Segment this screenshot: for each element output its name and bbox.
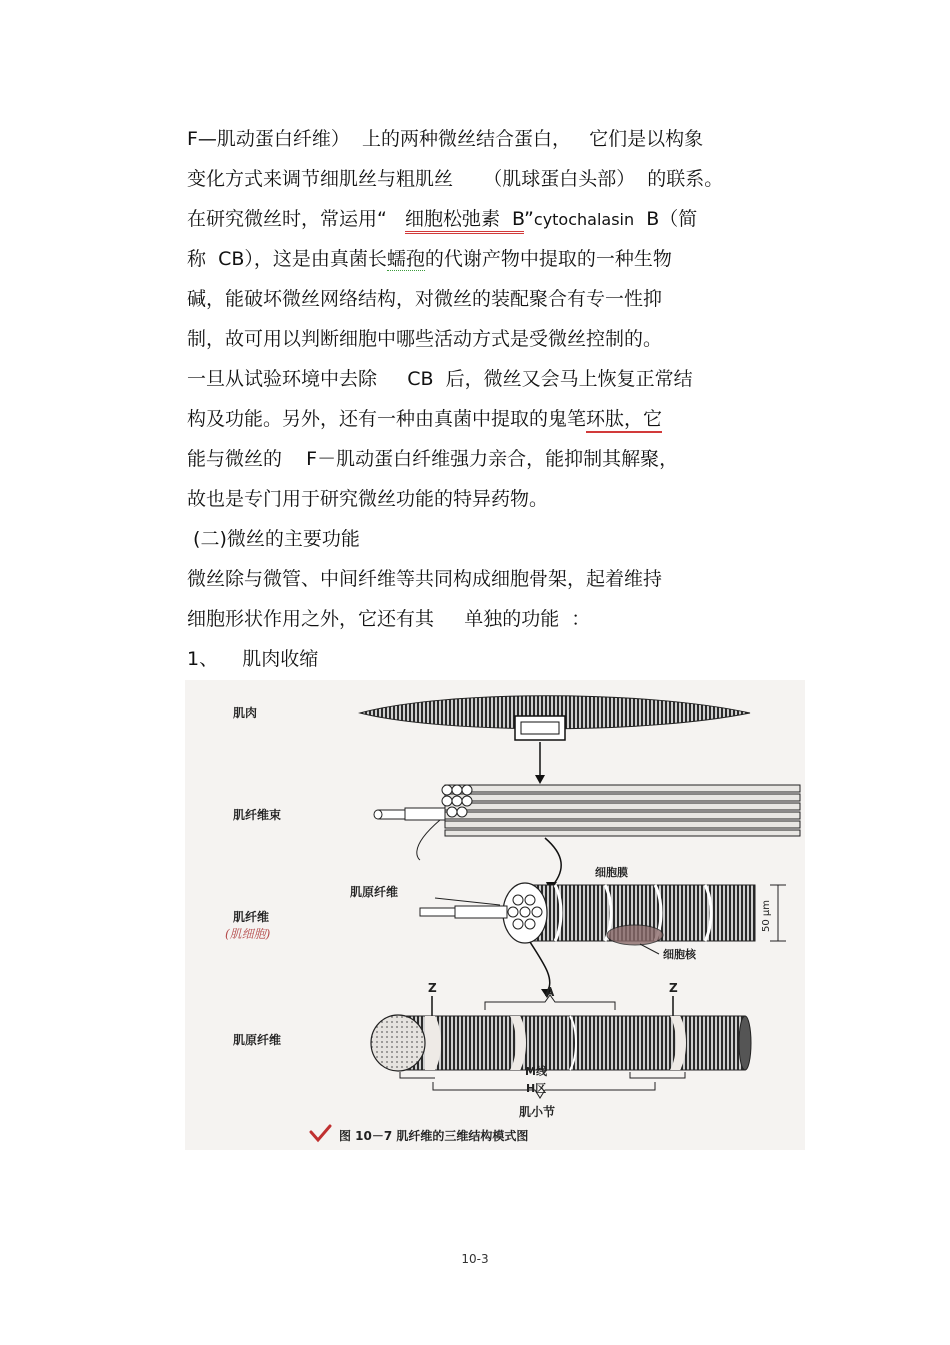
list-item-heading: 1、 肌肉收缩 xyxy=(187,648,319,670)
label-a: A xyxy=(545,985,555,999)
label-fiber: 肌纤维 xyxy=(233,910,270,924)
text-line: 细胞形状作用之外，它还有其 单独的功能 ： xyxy=(187,608,591,630)
scale-bar xyxy=(761,885,786,941)
label-fiber-bundle: 肌纤维束 xyxy=(233,808,282,822)
checkmark-icon xyxy=(311,1126,330,1140)
text-line: 故也是专门用于研究微丝功能的特异药物。 xyxy=(187,488,549,510)
label-nucleus: 细胞核 xyxy=(663,948,696,961)
muscle-section-box xyxy=(515,716,565,740)
myofibril-cylinder xyxy=(371,1015,751,1071)
text-segment: 称 CB），这是由真菌长 xyxy=(187,248,387,270)
text-line xyxy=(187,206,697,233)
label-fiber-note: (肌细胞) xyxy=(225,927,271,941)
figure-caption: 图 10－7 肌纤维的三维结构模式图 xyxy=(339,1129,529,1143)
label-scale: 50 μm xyxy=(761,899,772,933)
arrow-line xyxy=(545,838,561,885)
sarcomere-bracket-left xyxy=(400,1072,435,1078)
label-z-right: Z xyxy=(669,981,678,995)
underlined-term: 环肽，它 xyxy=(586,408,662,433)
text-segment: cytochalasin xyxy=(533,210,635,229)
label-myofibril-top: 肌原纤维 xyxy=(350,885,399,899)
text-line: 碱，能破坏微丝网络结构，对微丝的装配聚合有专一性抑 xyxy=(187,288,663,310)
muscle-fiber-figure xyxy=(185,680,805,1150)
text-segment: 的代谢产物中提取的一种生物 xyxy=(424,248,672,270)
text-segment: B（简 xyxy=(634,208,698,230)
text-line xyxy=(187,246,672,272)
arrow-head xyxy=(535,775,545,784)
text-segment: ” xyxy=(524,208,534,230)
text-line xyxy=(187,406,662,432)
label-muscle: 肌肉 xyxy=(233,706,258,720)
text-line: 制，故可用以判断细胞中哪些活动方式是受微丝控制的。 xyxy=(187,328,663,350)
text-segment: 构及功能。另外，还有一种由真菌中提取的鬼笔 xyxy=(187,408,587,430)
label-cell-membrane: 细胞膜 xyxy=(595,866,628,879)
label-myofibril-bottom: 肌原纤维 xyxy=(233,1033,282,1047)
connector-line xyxy=(417,820,440,860)
text-line: 微丝除与微管、中间纤维等共同构成细胞骨架，起着维持 xyxy=(187,568,663,590)
spellcheck-term: 蠕孢 xyxy=(386,248,425,270)
section-heading: (二)微丝的主要功能 xyxy=(187,528,360,550)
label-sarcomere: 肌小节 xyxy=(519,1105,556,1119)
label-h-zone: H区 xyxy=(526,1082,547,1095)
sarcomere-bracket-right xyxy=(630,1072,685,1078)
label-z-left: Z xyxy=(428,981,437,995)
page-number: 10-3 xyxy=(461,1252,489,1266)
fiber-bundle xyxy=(374,785,800,836)
figure-illustration xyxy=(185,680,805,1150)
text-line: F—肌动蛋白纤维） 上的两种微丝结合蛋白， 它们是以构象 xyxy=(187,128,704,150)
pointer-line xyxy=(640,944,659,954)
label-m-line: M线 xyxy=(525,1065,547,1078)
text-line: 变化方式来调节细肌丝与粗肌丝 （肌球蛋白头部） 的联系。 xyxy=(187,168,724,190)
text-line: 能与微丝的 F－肌动蛋白纤维强力亲合，能抑制其解聚， xyxy=(187,448,679,470)
muscle-fiber-cylinder xyxy=(420,883,755,945)
text-line: 一旦从试验环境中去除 CB 后，微丝又会马上恢复正常结 xyxy=(187,368,693,390)
text-segment: 在研究微丝时，常运用“ xyxy=(187,208,405,230)
underlined-term: 细胞松弛素 B xyxy=(405,208,524,234)
